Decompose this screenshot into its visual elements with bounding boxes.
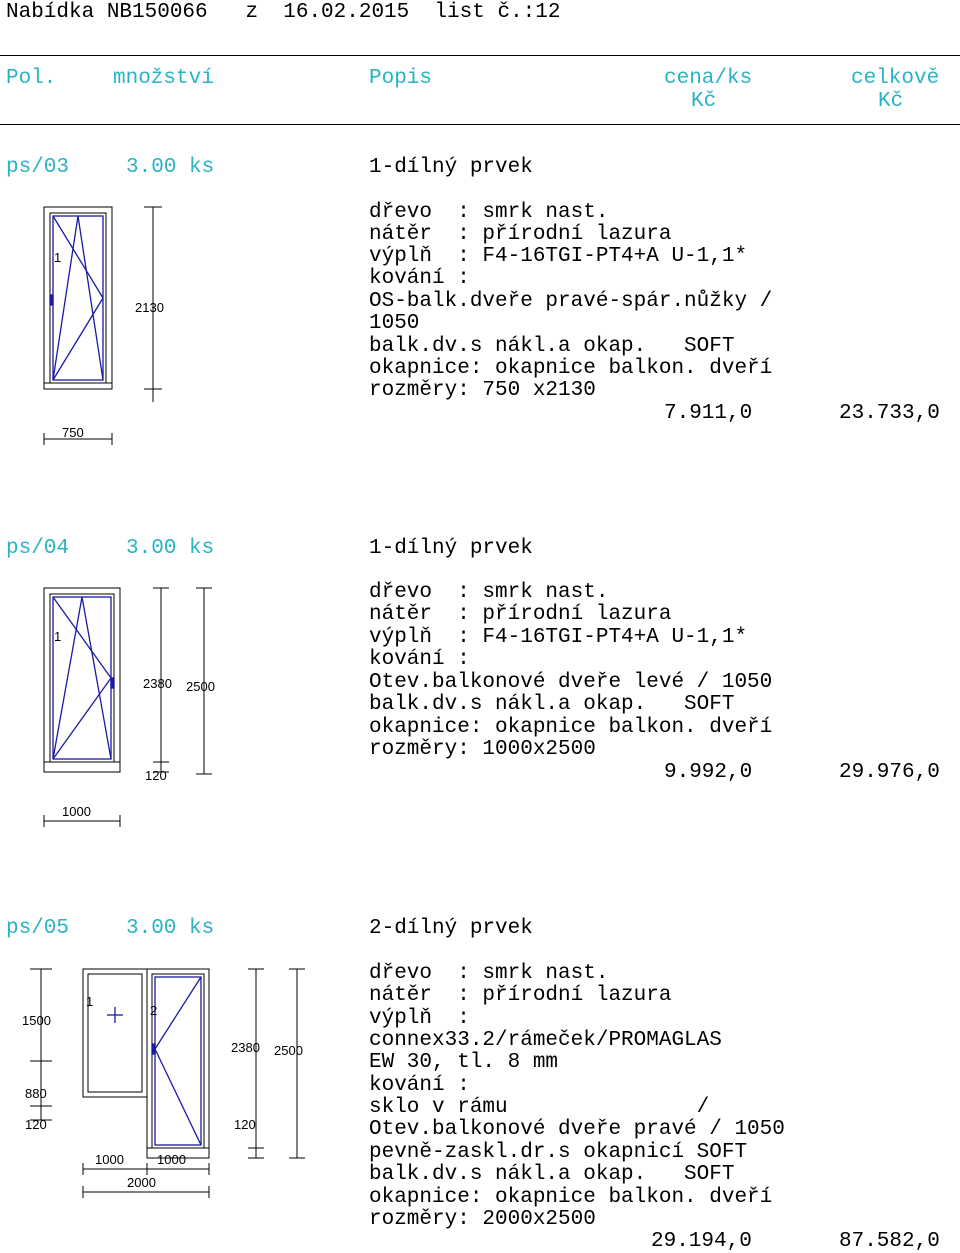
desc-line: rozměry: 750 x2130 bbox=[369, 379, 596, 402]
width-dimension-left: 1000 bbox=[95, 1152, 124, 1167]
width-dimension-total: 2000 bbox=[127, 1175, 156, 1190]
sill-dimension: 120 bbox=[234, 1117, 256, 1132]
desc-line: výplň : bbox=[369, 1007, 470, 1030]
unit-price: 9.992,0 bbox=[664, 761, 753, 784]
sash-number: 1 bbox=[86, 994, 94, 1009]
desc-line: 1050 bbox=[369, 312, 420, 335]
height-dimension-inner: 2380 bbox=[143, 676, 172, 691]
desc-line: kování : bbox=[369, 267, 470, 290]
item-type: 2-dílný prvek bbox=[369, 917, 533, 940]
header-rule-bottom bbox=[0, 124, 960, 125]
window-drawing-ps03 bbox=[0, 195, 200, 465]
item-position: ps/05 bbox=[6, 917, 70, 940]
unit-price: 7.911,0 bbox=[664, 402, 753, 425]
sash-number: 2 bbox=[150, 1003, 158, 1018]
desc-line: kování : bbox=[369, 648, 470, 671]
sash-number: 1 bbox=[54, 629, 62, 644]
col-unit-price-currency: Kč bbox=[691, 90, 717, 113]
window-drawing-ps04 bbox=[0, 580, 240, 830]
desc-line: rozměry: 1000x2500 bbox=[369, 738, 596, 761]
desc-line: dřevo : smrk nast. bbox=[369, 581, 609, 604]
total-price: 87.582,0 bbox=[839, 1230, 940, 1253]
height-dimension-outer: 2500 bbox=[186, 679, 215, 694]
height-dimension-inner: 2380 bbox=[231, 1040, 260, 1055]
height-dimension-outer: 2500 bbox=[274, 1043, 303, 1058]
desc-line: EW 30, tl. 8 mm bbox=[369, 1051, 559, 1074]
col-pol: Pol. bbox=[6, 67, 57, 90]
height-dimension: 2130 bbox=[135, 300, 164, 315]
sill-dimension: 120 bbox=[145, 768, 167, 783]
item-quantity: 3.00 ks bbox=[126, 917, 215, 940]
desc-line: Otev.balkonové dveře pravé / 1050 bbox=[369, 1118, 785, 1141]
item-type: 1-dílný prvek bbox=[369, 156, 533, 179]
total-price: 29.976,0 bbox=[839, 761, 940, 784]
page-title: Nabídka NB150066 z 16.02.2015 list č.:12 bbox=[6, 1, 561, 24]
item-position: ps/03 bbox=[6, 156, 70, 179]
col-total-currency: Kč bbox=[878, 90, 904, 113]
desc-line: nátěr : přírodní lazura bbox=[369, 603, 672, 626]
desc-line: balk.dv.s nákl.a okap. SOFT bbox=[369, 693, 735, 716]
desc-line: výplň : F4-16TGI-PT4+A U-1,1* bbox=[369, 626, 748, 649]
item-quantity: 3.00 ks bbox=[126, 537, 215, 560]
width-dimension: 1000 bbox=[62, 804, 91, 819]
height-dimension-upper: 1500 bbox=[22, 1013, 51, 1028]
desc-line: balk.dv.s nákl.a okap. SOFT bbox=[369, 1163, 735, 1186]
total-price: 23.733,0 bbox=[839, 402, 940, 425]
sill-dimension: 120 bbox=[25, 1117, 47, 1132]
desc-line: okapnice: okapnice balkon. dveří bbox=[369, 1186, 773, 1209]
unit-price: 29.194,0 bbox=[651, 1230, 752, 1253]
header-rule-top bbox=[0, 55, 960, 56]
height-dimension-lower: 880 bbox=[25, 1086, 47, 1101]
desc-line: rozměry: 2000x2500 bbox=[369, 1208, 596, 1231]
item-quantity: 3.00 ks bbox=[126, 156, 215, 179]
item-position: ps/04 bbox=[6, 537, 70, 560]
col-qty: množství bbox=[113, 67, 214, 90]
desc-line: dřevo : smrk nast. bbox=[369, 962, 609, 985]
desc-line: OS-balk.dveře pravé-spár.nůžky / bbox=[369, 290, 773, 313]
desc-line: kování : bbox=[369, 1074, 470, 1097]
desc-line: Otev.balkonové dveře levé / 1050 bbox=[369, 671, 773, 694]
width-dimension: 750 bbox=[62, 425, 84, 440]
desc-line: connex33.2/rámeček/PROMAGLAS bbox=[369, 1029, 722, 1052]
desc-line: nátěr : přírodní lazura bbox=[369, 984, 672, 1007]
width-dimension-right: 1000 bbox=[157, 1152, 186, 1167]
item-type: 1-dílný prvek bbox=[369, 537, 533, 560]
col-desc: Popis bbox=[369, 67, 433, 90]
desc-line: nátěr : přírodní lazura bbox=[369, 223, 672, 246]
col-total: celkově bbox=[851, 67, 940, 90]
desc-line: výplň : F4-16TGI-PT4+A U-1,1* bbox=[369, 245, 748, 268]
desc-line: sklo v rámu / bbox=[369, 1096, 710, 1119]
sash-number: 1 bbox=[54, 250, 62, 265]
col-unit-price: cena/ks bbox=[664, 67, 753, 90]
desc-line: dřevo : smrk nast. bbox=[369, 201, 609, 224]
desc-line: pevně-zaskl.dr.s okapnicí SOFT bbox=[369, 1141, 748, 1164]
desc-line: okapnice: okapnice balkon. dveří bbox=[369, 716, 773, 739]
desc-line: okapnice: okapnice balkon. dveří bbox=[369, 357, 773, 380]
desc-line: balk.dv.s nákl.a okap. SOFT bbox=[369, 335, 735, 358]
